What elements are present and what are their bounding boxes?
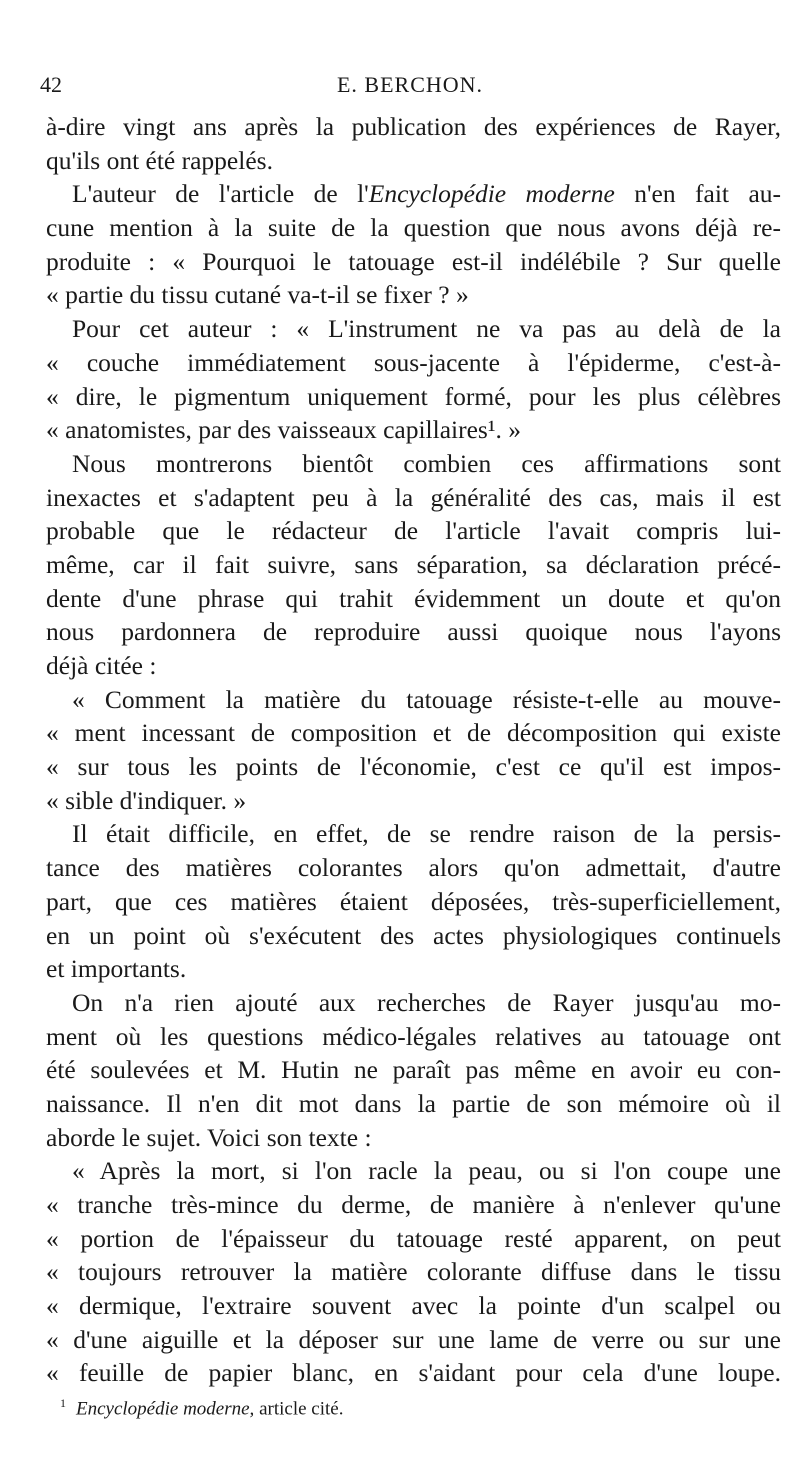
text-line: inexactes et s'adaptent peu à la généralité des cas, mais il est: [46, 482, 781, 512]
page-number: 42: [40, 72, 62, 97]
text-line: « sur tous les points de l'économie, c'est ce qu'il est impos-: [46, 752, 781, 782]
text-line: On n'a rien ajouté aux recherches de Rayer jusqu'au mo-: [72, 987, 781, 1017]
text-line: nous pardonnera de reproduire aussi quoique nous l'ayons: [46, 617, 781, 647]
text-line: cune mention à la suite de la question que nous avons déjà re-: [46, 213, 781, 243]
text-line: « Comment la matière du tatouage résiste-t-elle au mouve-: [72, 684, 781, 714]
footnote-title: Encyclopédie moderne,: [76, 1398, 255, 1420]
text-line: probable que le rédacteur de l'article l'avait compris lui-: [46, 516, 781, 546]
footnote: [60, 1396, 343, 1420]
text-line: à-dire vingt ans après la publication des expériences de Rayer,: [46, 112, 781, 141]
text-line: « d'une aiguille et la déposer sur une lame de verre ou sur une: [46, 1324, 781, 1354]
text-line: qu'ils ont été rappelés.: [46, 145, 273, 175]
text-line: Nous montrerons bientôt combien ces affirmations sont: [72, 448, 781, 478]
text-line: « feuille de papier blanc, en s'aidant pour cela d'une loupe.: [46, 1358, 781, 1388]
text-line: naissance. Il n'en dit mot dans la partie de son mémoire où il: [46, 1088, 781, 1118]
running-title: E. BERCHON.: [336, 72, 484, 97]
text-line: « Après la mort, si l'on racle la peau, ou si l'on coupe une: [72, 1156, 781, 1186]
text-line: « couche immédiatement sous-jacente à l'épiderme, c'est-à-: [46, 347, 781, 377]
text-line: part, que ces matières étaient déposées, très-superficiellement,: [46, 886, 781, 916]
text-line: produite : « Pourquoi le tatouage est-il indélébile ? Sur quelle: [46, 246, 781, 276]
footnote-marker: 1: [60, 1396, 66, 1410]
text-line: tance des matières colorantes alors qu'on admettait, d'autre: [46, 853, 781, 883]
text-line: « ment incessant de composition et de décomposition qui existe: [46, 718, 781, 748]
text-line: déjà citée :: [46, 651, 157, 680]
text-line: L'auteur de l'article de l'Encyclopédie moderne n'en fait au-: [72, 179, 782, 209]
text-line: dente d'une phrase qui trahit évidemment un doute et qu'on: [46, 583, 781, 613]
text-line: Pour cet auteur : « L'instrument ne va pas au delà de la: [72, 314, 781, 344]
text-line: « partie du tissu cutané va-t-il se fixer ? »: [46, 280, 469, 310]
text-line: « dermique, l'extraire souvent avec la pointe d'un scalpel ou: [46, 1291, 781, 1321]
body-text: [46, 110, 781, 1390]
footnote-text: article cité.: [254, 1398, 344, 1420]
text-line: ment où les questions médico-légales relatives au tatouage ont: [46, 1021, 781, 1051]
text-line: même, car il fait suivre, sans séparation, sa déclaration précé-: [46, 549, 781, 579]
italic-title: Encyclopédie moderne: [368, 179, 615, 209]
text-line: aborde le sujet. Voici son texte :: [46, 1122, 372, 1152]
text-line: Il était difficile, en effet, de se rendre raison de la persis-: [72, 819, 781, 849]
text-line: été soulevées et M. Hutin ne paraît pas même en avoir eu con-: [46, 1055, 781, 1085]
text-line: « portion de l'épaisseur du tatouage resté apparent, on peut: [46, 1223, 781, 1253]
text-line: « tranche très-mince du derme, de manière à n'enlever qu'une: [46, 1190, 781, 1219]
text-line: en un point où s'exécutent des actes physiologiques continuels: [46, 920, 781, 950]
text-line: et importants.: [46, 954, 187, 984]
text-line: « sible d'indiquer. »: [46, 785, 247, 815]
page-header: [40, 72, 780, 104]
text-line: « toujours retrouver la matière colorante diffuse dans le tissu: [46, 1257, 781, 1287]
text-line: « dire, le pigmentum uniquement formé, pour les plus célèbres: [46, 381, 781, 411]
text-line: « anatomistes, par des vaisseaux capillaires¹. »: [46, 415, 521, 445]
